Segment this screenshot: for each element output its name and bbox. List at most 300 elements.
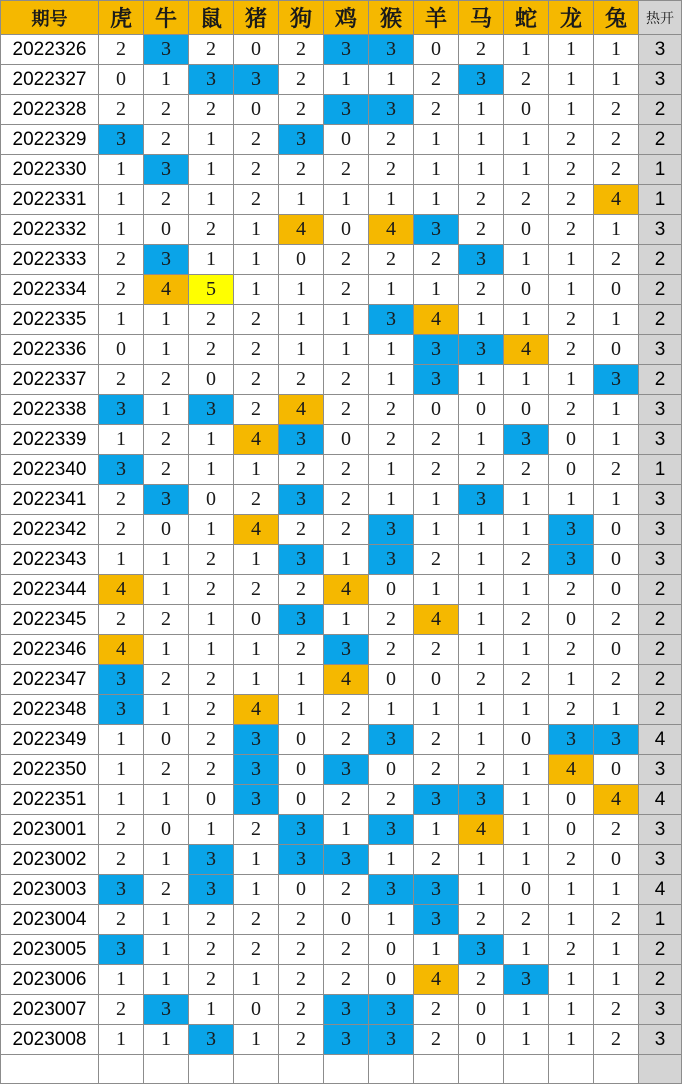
count-cell: 2: [99, 365, 144, 395]
period-cell: 2022343: [1, 545, 99, 575]
count-cell: 1: [414, 935, 459, 965]
count-cell: 1: [144, 935, 189, 965]
count-cell: 1: [504, 1025, 549, 1055]
table-row: [1, 365, 682, 395]
table-row: [1, 185, 682, 215]
count-cell: 2: [324, 725, 369, 755]
count-cell: 2: [459, 665, 504, 695]
count-cell: 1: [459, 695, 504, 725]
count-cell: 1: [234, 275, 279, 305]
count-cell: 0: [369, 755, 414, 785]
count-cell: 2: [99, 245, 144, 275]
count-cell: 1: [504, 155, 549, 185]
count-cell: 3: [279, 605, 324, 635]
count-cell: 3: [189, 1025, 234, 1055]
zodiac-header-rat: 鼠: [189, 1, 234, 35]
count-cell: 1: [234, 965, 279, 995]
count-cell: 3: [369, 545, 414, 575]
count-cell: 0: [279, 245, 324, 275]
count-cell: 2: [414, 845, 459, 875]
count-cell: 0: [549, 605, 594, 635]
count-cell: 0: [504, 395, 549, 425]
header-row: [1, 1, 682, 35]
count-cell: 0: [594, 575, 639, 605]
count-cell: 0: [189, 365, 234, 395]
count-cell: 2: [189, 305, 234, 335]
count-cell: 2: [369, 785, 414, 815]
period-cell: 2023002: [1, 845, 99, 875]
hot-count-cell: 2: [639, 665, 682, 695]
table-row: [1, 275, 682, 305]
table-row: [1, 905, 682, 935]
count-cell: 3: [594, 725, 639, 755]
count-cell: 3: [459, 65, 504, 95]
count-cell: 3: [324, 845, 369, 875]
count-cell: 2: [234, 905, 279, 935]
count-cell: 1: [459, 155, 504, 185]
table-row: [1, 155, 682, 185]
count-cell: 2: [414, 425, 459, 455]
count-cell: 3: [144, 245, 189, 275]
count-cell: 1: [549, 245, 594, 275]
zodiac-header-ox: 牛: [144, 1, 189, 35]
empty-cell: [459, 1055, 504, 1084]
count-cell: 1: [549, 35, 594, 65]
table-header: [1, 1, 682, 35]
count-cell: 0: [594, 845, 639, 875]
count-cell: 2: [279, 635, 324, 665]
table-row: [1, 245, 682, 275]
count-cell: 1: [189, 245, 234, 275]
count-cell: 2: [594, 95, 639, 125]
table-row: [1, 215, 682, 245]
count-cell: 0: [504, 95, 549, 125]
count-cell: 3: [414, 215, 459, 245]
hot-count-cell: 4: [639, 785, 682, 815]
count-cell: 0: [144, 515, 189, 545]
count-cell: 4: [99, 575, 144, 605]
count-cell: 1: [189, 995, 234, 1025]
count-cell: 1: [189, 155, 234, 185]
table-row: [1, 995, 682, 1025]
count-cell: 4: [549, 755, 594, 785]
count-cell: 0: [459, 995, 504, 1025]
count-cell: 4: [414, 605, 459, 635]
count-cell: 2: [414, 245, 459, 275]
count-cell: 1: [144, 545, 189, 575]
count-cell: 1: [594, 935, 639, 965]
count-cell: 0: [144, 215, 189, 245]
count-cell: 3: [99, 875, 144, 905]
count-cell: 3: [369, 35, 414, 65]
count-cell: 3: [414, 785, 459, 815]
count-cell: 3: [144, 485, 189, 515]
count-cell: 1: [504, 305, 549, 335]
table-row: [1, 725, 682, 755]
count-cell: 3: [144, 155, 189, 185]
period-cell: 2022332: [1, 215, 99, 245]
count-cell: 2: [189, 725, 234, 755]
count-cell: 2: [594, 995, 639, 1025]
count-cell: 1: [324, 545, 369, 575]
count-cell: 3: [279, 485, 324, 515]
count-cell: 2: [279, 905, 324, 935]
count-cell: 1: [504, 365, 549, 395]
count-cell: 0: [594, 275, 639, 305]
count-cell: 1: [414, 155, 459, 185]
count-cell: 2: [279, 95, 324, 125]
count-cell: 3: [414, 335, 459, 365]
count-cell: 2: [459, 755, 504, 785]
hot-count-cell: 2: [639, 305, 682, 335]
count-cell: 1: [144, 845, 189, 875]
zodiac-header-dog: 狗: [279, 1, 324, 35]
count-cell: 1: [99, 725, 144, 755]
count-cell: 2: [594, 905, 639, 935]
count-cell: 1: [369, 455, 414, 485]
count-cell: 2: [99, 605, 144, 635]
period-cell: 2022349: [1, 725, 99, 755]
count-cell: 1: [144, 965, 189, 995]
count-cell: 1: [99, 545, 144, 575]
count-cell: 3: [504, 965, 549, 995]
count-cell: 1: [189, 605, 234, 635]
count-cell: 4: [99, 635, 144, 665]
count-cell: 0: [189, 785, 234, 815]
count-cell: 2: [279, 35, 324, 65]
hot-count-cell: 2: [639, 935, 682, 965]
count-cell: 1: [549, 875, 594, 905]
count-cell: 2: [189, 695, 234, 725]
count-cell: 1: [99, 215, 144, 245]
count-cell: 2: [324, 275, 369, 305]
count-cell: 2: [99, 515, 144, 545]
count-cell: 4: [324, 575, 369, 605]
period-cell: 2022340: [1, 455, 99, 485]
empty-cell: [99, 1055, 144, 1084]
table-row: [1, 635, 682, 665]
count-cell: 3: [324, 995, 369, 1025]
count-cell: 3: [369, 995, 414, 1025]
zodiac-header-horse: 马: [459, 1, 504, 35]
count-cell: 2: [459, 455, 504, 485]
count-cell: 2: [414, 995, 459, 1025]
count-cell: 1: [459, 875, 504, 905]
period-column-header: 期号: [1, 1, 99, 35]
hot-count-cell: 1: [639, 455, 682, 485]
count-cell: 1: [99, 155, 144, 185]
table-row: [1, 425, 682, 455]
table-row: [1, 815, 682, 845]
count-cell: 0: [189, 485, 234, 515]
count-cell: 2: [549, 635, 594, 665]
count-cell: 0: [279, 785, 324, 815]
count-cell: 2: [324, 365, 369, 395]
count-cell: 3: [369, 1025, 414, 1055]
count-cell: 1: [549, 95, 594, 125]
count-cell: 1: [324, 65, 369, 95]
count-cell: 2: [324, 515, 369, 545]
count-cell: 0: [594, 335, 639, 365]
count-cell: 1: [234, 215, 279, 245]
zodiac-header-rooster: 鸡: [324, 1, 369, 35]
period-cell: 2022326: [1, 35, 99, 65]
count-cell: 3: [234, 785, 279, 815]
count-cell: 1: [189, 815, 234, 845]
zodiac-header-tiger: 虎: [99, 1, 144, 35]
count-cell: 1: [414, 275, 459, 305]
period-cell: 2023007: [1, 995, 99, 1025]
count-cell: 2: [99, 815, 144, 845]
hot-count-cell: 2: [639, 635, 682, 665]
count-cell: 2: [144, 125, 189, 155]
count-cell: 0: [594, 635, 639, 665]
hot-count-cell: 1: [639, 185, 682, 215]
count-cell: 0: [594, 545, 639, 575]
count-cell: 0: [234, 605, 279, 635]
count-cell: 0: [144, 725, 189, 755]
count-cell: 1: [279, 665, 324, 695]
hot-count-cell: 1: [639, 905, 682, 935]
period-cell: 2023001: [1, 815, 99, 845]
count-cell: 1: [369, 695, 414, 725]
count-cell: 2: [189, 575, 234, 605]
count-cell: 3: [369, 725, 414, 755]
count-cell: 3: [459, 485, 504, 515]
count-cell: 0: [324, 125, 369, 155]
count-cell: 4: [279, 395, 324, 425]
count-cell: 2: [189, 905, 234, 935]
count-cell: 2: [594, 665, 639, 695]
count-cell: 1: [549, 275, 594, 305]
count-cell: 2: [549, 125, 594, 155]
count-cell: 2: [189, 755, 234, 785]
count-cell: 0: [414, 395, 459, 425]
count-cell: 2: [369, 245, 414, 275]
count-cell: 1: [234, 635, 279, 665]
count-cell: 3: [324, 1025, 369, 1055]
count-cell: 2: [504, 455, 549, 485]
count-cell: 2: [279, 1025, 324, 1055]
count-cell: 3: [549, 725, 594, 755]
count-cell: 4: [414, 965, 459, 995]
hot-count-cell: 3: [639, 755, 682, 785]
count-cell: 3: [279, 845, 324, 875]
count-cell: 2: [369, 395, 414, 425]
count-cell: 1: [549, 965, 594, 995]
count-cell: 2: [279, 935, 324, 965]
count-cell: 1: [144, 785, 189, 815]
count-cell: 2: [324, 935, 369, 965]
count-cell: 1: [504, 515, 549, 545]
count-cell: 1: [234, 665, 279, 695]
count-cell: 2: [549, 335, 594, 365]
count-cell: 2: [594, 815, 639, 845]
count-cell: 1: [234, 545, 279, 575]
count-cell: 0: [324, 425, 369, 455]
count-cell: 1: [504, 935, 549, 965]
count-cell: 0: [459, 395, 504, 425]
table-row: [1, 125, 682, 155]
count-cell: 2: [234, 485, 279, 515]
period-cell: 2022338: [1, 395, 99, 425]
count-cell: 2: [279, 365, 324, 395]
count-cell: 2: [369, 425, 414, 455]
hot-count-cell: 4: [639, 875, 682, 905]
count-cell: 0: [144, 815, 189, 845]
count-cell: 3: [234, 725, 279, 755]
period-cell: 2023006: [1, 965, 99, 995]
count-cell: 3: [414, 905, 459, 935]
table-row: [1, 575, 682, 605]
count-cell: 2: [324, 245, 369, 275]
count-cell: 1: [324, 305, 369, 335]
count-cell: 1: [504, 695, 549, 725]
count-cell: 1: [189, 425, 234, 455]
zodiac-header-rabbit: 兔: [594, 1, 639, 35]
count-cell: 2: [144, 755, 189, 785]
count-cell: 5: [189, 275, 234, 305]
zodiac-header-snake: 蛇: [504, 1, 549, 35]
count-cell: 2: [99, 845, 144, 875]
table-row: [1, 755, 682, 785]
count-cell: 2: [369, 155, 414, 185]
hot-count-cell: 3: [639, 335, 682, 365]
table-row: [1, 605, 682, 635]
count-cell: 2: [279, 455, 324, 485]
table-row: [1, 875, 682, 905]
count-cell: 3: [189, 845, 234, 875]
count-cell: 1: [369, 365, 414, 395]
hot-count-cell: 2: [639, 275, 682, 305]
count-cell: 1: [549, 905, 594, 935]
period-cell: 2022341: [1, 485, 99, 515]
count-cell: 2: [594, 245, 639, 275]
count-cell: 1: [99, 1025, 144, 1055]
count-cell: 1: [369, 65, 414, 95]
count-cell: 1: [324, 815, 369, 845]
count-cell: 3: [99, 395, 144, 425]
count-cell: 2: [549, 575, 594, 605]
count-cell: 2: [279, 995, 324, 1025]
count-cell: 2: [549, 155, 594, 185]
period-cell: 2022333: [1, 245, 99, 275]
count-cell: 2: [189, 665, 234, 695]
count-cell: 1: [99, 185, 144, 215]
count-cell: 4: [234, 425, 279, 455]
count-cell: 0: [504, 725, 549, 755]
count-cell: 2: [189, 35, 234, 65]
count-cell: 3: [99, 935, 144, 965]
count-cell: 2: [144, 185, 189, 215]
count-cell: 0: [234, 995, 279, 1025]
count-cell: 1: [279, 185, 324, 215]
table-row: [1, 335, 682, 365]
count-cell: 2: [504, 65, 549, 95]
hot-count-cell: 3: [639, 995, 682, 1025]
count-cell: 0: [234, 95, 279, 125]
count-cell: 1: [459, 575, 504, 605]
empty-cell: [324, 1055, 369, 1084]
hot-count-cell: 3: [639, 35, 682, 65]
count-cell: 2: [144, 455, 189, 485]
zodiac-header-monkey: 猴: [369, 1, 414, 35]
count-cell: 3: [99, 665, 144, 695]
count-cell: 2: [414, 455, 459, 485]
count-cell: 1: [279, 695, 324, 725]
hot-count-cell: 3: [639, 65, 682, 95]
period-cell: 2022330: [1, 155, 99, 185]
count-cell: 1: [459, 125, 504, 155]
count-cell: 2: [504, 185, 549, 215]
count-cell: 2: [504, 905, 549, 935]
count-cell: 1: [504, 35, 549, 65]
count-cell: 1: [459, 95, 504, 125]
count-cell: 0: [549, 425, 594, 455]
count-cell: 1: [594, 215, 639, 245]
count-cell: 1: [414, 575, 459, 605]
hot-count-cell: 3: [639, 1025, 682, 1055]
count-cell: 1: [144, 395, 189, 425]
count-cell: 1: [459, 605, 504, 635]
count-cell: 1: [144, 1025, 189, 1055]
count-cell: 1: [459, 425, 504, 455]
period-cell: 2022329: [1, 125, 99, 155]
count-cell: 1: [144, 905, 189, 935]
count-cell: 2: [459, 215, 504, 245]
hot-count-cell: 4: [639, 725, 682, 755]
count-cell: 1: [324, 335, 369, 365]
count-cell: 1: [324, 185, 369, 215]
empty-cell: [414, 1055, 459, 1084]
hot-count-cell: 2: [639, 95, 682, 125]
count-cell: 2: [189, 965, 234, 995]
count-cell: 2: [549, 395, 594, 425]
count-cell: 2: [234, 335, 279, 365]
empty-cell: [279, 1055, 324, 1084]
count-cell: 2: [414, 65, 459, 95]
period-cell: 2022327: [1, 65, 99, 95]
count-cell: 4: [459, 815, 504, 845]
count-cell: 1: [144, 335, 189, 365]
count-cell: 4: [504, 335, 549, 365]
count-cell: 0: [369, 575, 414, 605]
count-cell: 4: [234, 515, 279, 545]
count-cell: 2: [189, 335, 234, 365]
count-cell: 3: [369, 305, 414, 335]
count-cell: 2: [369, 605, 414, 635]
period-cell: 2022345: [1, 605, 99, 635]
count-cell: 1: [189, 455, 234, 485]
count-cell: 1: [369, 905, 414, 935]
table-row: [1, 785, 682, 815]
count-cell: 4: [144, 275, 189, 305]
period-cell: 2022339: [1, 425, 99, 455]
count-cell: 2: [369, 125, 414, 155]
count-cell: 1: [594, 965, 639, 995]
count-cell: 1: [594, 425, 639, 455]
count-cell: 2: [459, 35, 504, 65]
count-cell: 3: [99, 455, 144, 485]
count-cell: 2: [324, 395, 369, 425]
count-cell: 1: [504, 485, 549, 515]
count-cell: 1: [99, 305, 144, 335]
count-cell: 2: [459, 185, 504, 215]
count-cell: 2: [144, 95, 189, 125]
count-cell: 1: [414, 515, 459, 545]
count-cell: 2: [99, 905, 144, 935]
hot-count-cell: 2: [639, 575, 682, 605]
